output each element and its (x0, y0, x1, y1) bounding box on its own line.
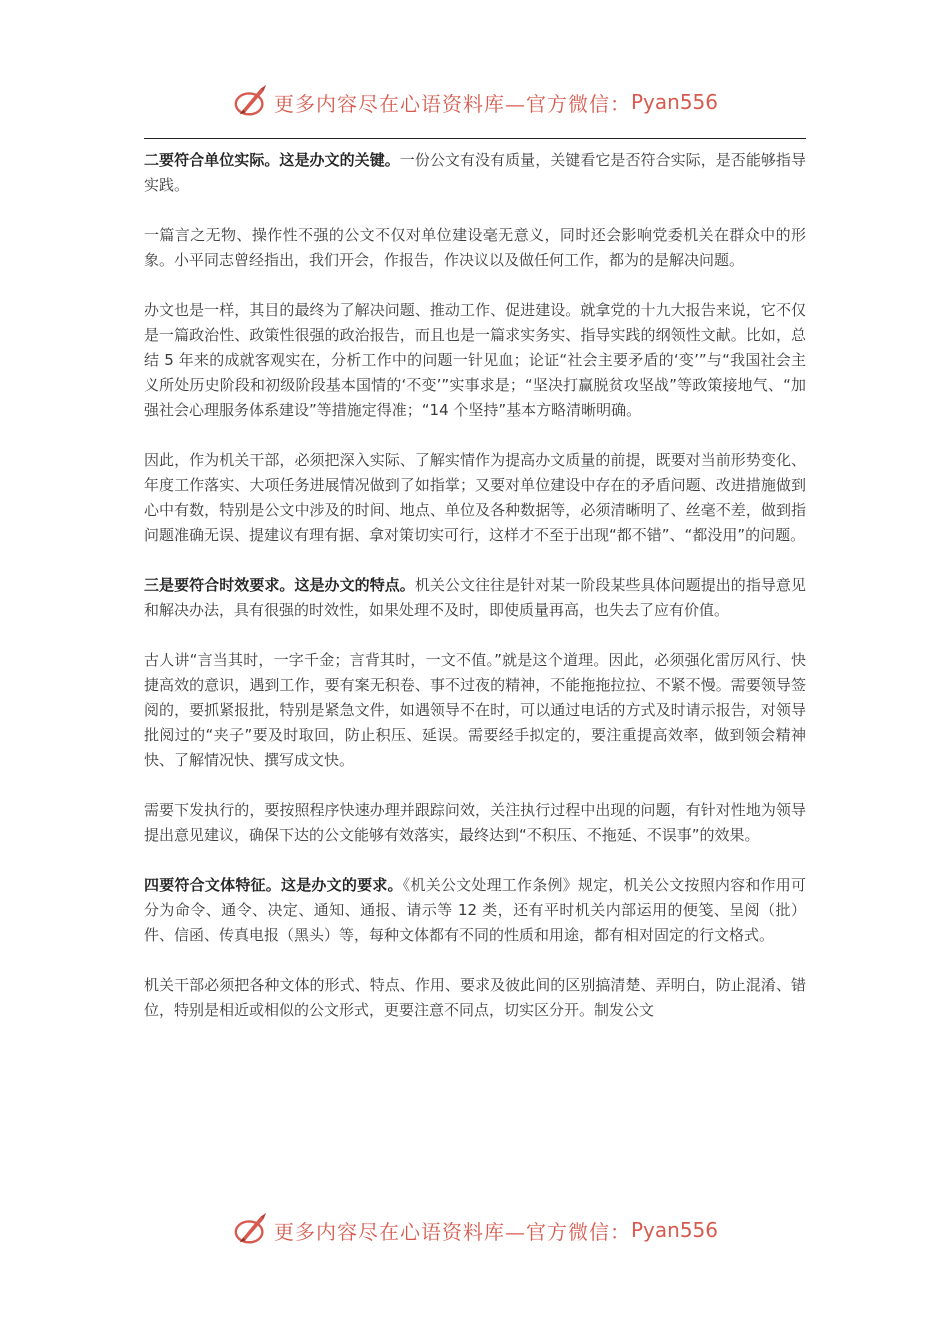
paragraph-7 (144, 798, 806, 848)
banner-wechat-id: Pyan556 (630, 90, 718, 114)
paragraph-8-lead: 四要符合文体特征。这是办文的要求。 (144, 876, 403, 894)
paragraph-5-text: 机关公文往往是针对某一阶段某些具体问题提出的指导意见和解决办法，具有很强的时效性，如果处理不及时，即使质量再高，也失去了应有价值。 (144, 576, 806, 619)
paragraph-3 (144, 298, 806, 423)
paragraph-5-lead: 三是要符合时效要求。这是办文的特点。 (144, 576, 415, 594)
article-body (144, 148, 806, 1023)
footer-banner (0, 1208, 950, 1252)
paragraph-1-text: 一份公文有没有质量，关键看它是否符合实际，是否能够指导实践。 (144, 151, 806, 194)
paragraph-6 (144, 648, 806, 773)
paragraph-8-text: 《机关公文处理工作条例》规定，机关公文按照内容和作用可分为命令、通令、决定、通知、通报、请示等 12 类，还有平时机关内部运用的便笺、呈阅（批）件、信函、传真电报（黑头）等，每种文体都有不同的性质和用途，都有相对固定的行文格式。 (144, 876, 806, 944)
paragraph-9 (144, 973, 806, 1023)
banner-text: 更多内容尽在心语资料库—官方微信： (273, 91, 631, 116)
paragraph-6-text: 古人讲“言当其时，一字千金；言背其时，一文不值。”就是这个道理。因此，必须强化雷厉风行、快捷高效的意识，遇到工作，要有案无积卷、事不过夜的精神，不能拖拖拉拉、不紧不慢。需要领导签阅的，要抓紧报批，特别是紧急文件，如遇领导不在时，可以通过电话的方式及时请示报告，对领导批阅过的“夹子”要及时取回，防止积压、延误。需要经手拟定的，要注重提高效率，做到领会精神快、了解情况快、撰写成文快。 (144, 651, 806, 769)
header-divider (144, 138, 806, 139)
paragraph-4-text: 因此，作为机关干部，必须把深入实际、了解实情作为提高办文质量的前提，既要对当前形势变化、年度工作落实、大项任务进展情况做到了如指掌；又要对单位建设中存在的矛盾问题、改进措施做到心中有数，特别是公文中涉及的时间、地点、单位及各种数据等，必须清晰明了、丝毫不差，做到指问题准确无误、提建议有理有据、拿对策切实可行，这样才不至于出现“都不错”、“都没用”的问题。 (144, 451, 806, 544)
quill-logo-icon (232, 83, 270, 121)
paragraph-8 (144, 873, 806, 948)
quill-logo-icon (232, 1211, 270, 1249)
footer-banner-wechat-id: Pyan556 (630, 1218, 718, 1242)
paragraph-2 (144, 223, 806, 273)
paragraph-2-text: 一篇言之无物、操作性不强的公文不仅对单位建设毫无意义，同时还会影响党委机关在群众中的形象。小平同志曾经指出，我们开会，作报告，作决议以及做任何工作，都为的是解决问题。 (144, 226, 806, 269)
header-banner (0, 80, 950, 124)
paragraph-4 (144, 448, 806, 548)
paragraph-9-text: 机关干部必须把各种文体的形式、特点、作用、要求及彼此间的区别搞清楚、弄明白，防止混淆、错位，特别是相近或相似的公文形式，更要注意不同点，切实区分开。制发公文 (144, 976, 806, 1019)
paragraph-1-lead: 二要符合单位实际。这是办文的关键。 (144, 151, 400, 169)
paragraph-7-text: 需要下发执行的，要按照程序快速办理并跟踪问效，关注执行过程中出现的问题，有针对性地为领导提出意见建议，确保下达的公文能够有效落实，最终达到“不积压、不拖延、不误事”的效果。 (144, 801, 806, 844)
footer-banner-text: 更多内容尽在心语资料库—官方微信： (273, 1219, 631, 1244)
paragraph-5 (144, 573, 806, 623)
paragraph-1 (144, 148, 806, 198)
paragraph-3-text: 办文也是一样，其目的最终为了解决问题、推动工作、促进建设。就拿党的十九大报告来说，它不仅是一篇政治性、政策性很强的政治报告，而且也是一篇求实务实、指导实践的纲领性文献。比如，总结 5 年来的成就客观实在，分析工作中的问题一针见血；论证“社会主要矛盾的‘变’”与“我国社会主义所处历史阶段和初级阶段基本国情的‘不变’”实事求是；“坚决打赢脱贫攻坚战”等政策接地气、“加强社会心理服务体系建设”等措施定得准；“14 个坚持”基本方略清晰明确。 (144, 301, 806, 419)
